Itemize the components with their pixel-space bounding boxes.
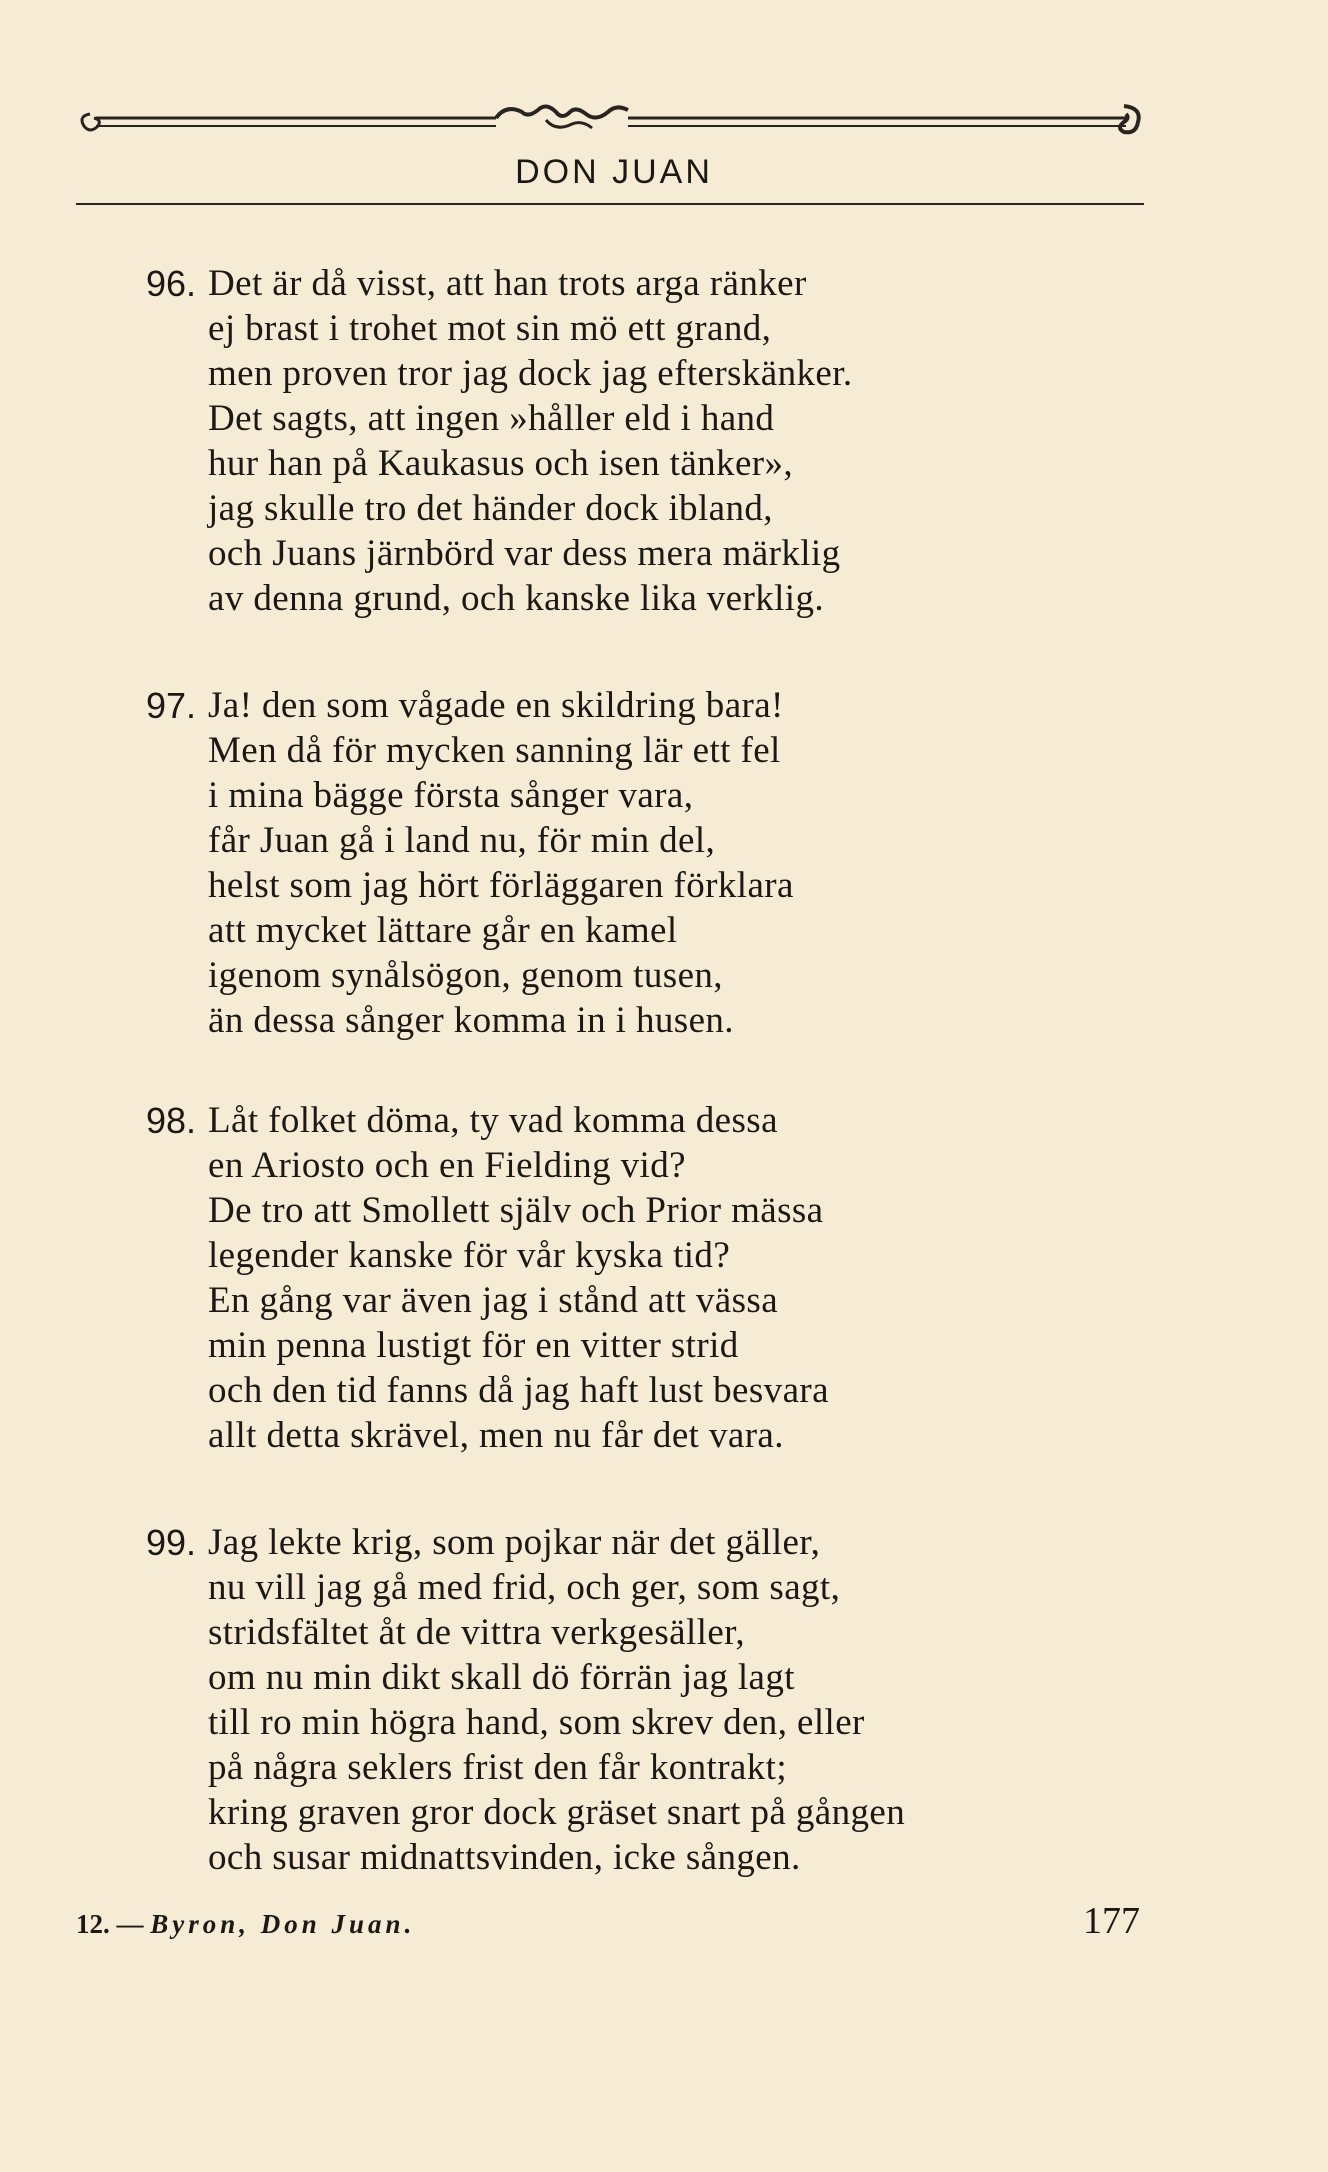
verse-line: En gång var även jag i stånd att vässa (208, 1280, 779, 1321)
verse-line: nu vill jag gå med frid, och ger, som sagt, (208, 1567, 841, 1608)
running-title: DON JUAN (515, 153, 713, 191)
verse-line: allt detta skrävel, men nu får det vara. (208, 1415, 784, 1456)
verse-line: och susar midnattsvinden, icke sången. (208, 1837, 801, 1878)
verse-line: Det sagts, att ingen »håller eld i hand (208, 398, 775, 439)
header-rule (76, 203, 1144, 205)
verse-line: legender kanske för vår kyska tid? (208, 1235, 731, 1276)
verse-line: jag skulle tro det händer dock ibland, (208, 488, 773, 529)
verse-line: Men då för mycken sanning lär ett fel (208, 730, 781, 771)
stanza-lines (208, 261, 1168, 621)
verse-line: på några seklers frist den får kontrakt; (208, 1747, 788, 1788)
verse-line: hur han på Kaukasus och isen tänker», (208, 443, 794, 484)
verse-line: än dessa sånger komma in i husen. (208, 1000, 734, 1041)
verse-line: Det är då visst, att han trots arga ränker (208, 263, 807, 304)
verse-line: och Juans järnbörd var dess mera märklig (208, 533, 841, 574)
signature-mark (76, 1904, 415, 1944)
stanza-number: 98. (146, 1100, 197, 1141)
verse-line: stridsfältet åt de vittra verkgesäller, (208, 1612, 746, 1653)
stanza-number: 96. (146, 263, 197, 304)
verse-line: helst som jag hört förläggaren förklara (208, 865, 794, 906)
verse-line: får Juan gå i land nu, för min del, (208, 820, 716, 861)
verse-line: kring graven gror dock gräset snart på gången (208, 1792, 906, 1833)
verse-line: om nu min dikt skall dö förrän jag lagt (208, 1657, 795, 1698)
stanza-lines (208, 1098, 1168, 1458)
verse-line: ej brast i trohet mot sin mö ett grand, (208, 308, 772, 349)
verse-line: Låt folket döma, ty vad komma dessa (208, 1100, 778, 1141)
verse-line: till ro min högra hand, som skrev den, eller (208, 1702, 865, 1743)
verse-line: att mycket lättare går en kamel (208, 910, 678, 951)
stanza-lines (208, 683, 1168, 1043)
page-number: 177 (1083, 1900, 1140, 1942)
verse-line: De tro att Smollett själv och Prior mässa (208, 1190, 824, 1231)
verse-line: igenom synålsögon, genom tusen, (208, 955, 723, 996)
verse-line: men proven tror jag dock jag efterskänker. (208, 353, 853, 394)
signature-number: 12. — (76, 1909, 144, 1939)
stanza-number: 99. (146, 1522, 197, 1563)
verse-line: i mina bägge första sånger vara, (208, 775, 694, 816)
verse-line: av denna grund, och kanske lika verklig. (208, 578, 825, 619)
verse-line: Ja! den som vågade en skildring bara! (208, 685, 784, 726)
verse-line: och den tid fanns då jag haft lust besvara (208, 1370, 829, 1411)
stanza-number: 97. (146, 685, 197, 726)
verse-line: en Ariosto och en Fielding vid? (208, 1145, 686, 1186)
verse-line: min penna lustigt för en vitter strid (208, 1325, 739, 1366)
verse-line: Jag lekte krig, som pojkar när det gäller, (208, 1522, 821, 1563)
signature-title: Byron, Don Juan. (150, 1909, 416, 1939)
header-ornament (76, 98, 1152, 144)
stanza-lines (208, 1520, 1168, 1880)
